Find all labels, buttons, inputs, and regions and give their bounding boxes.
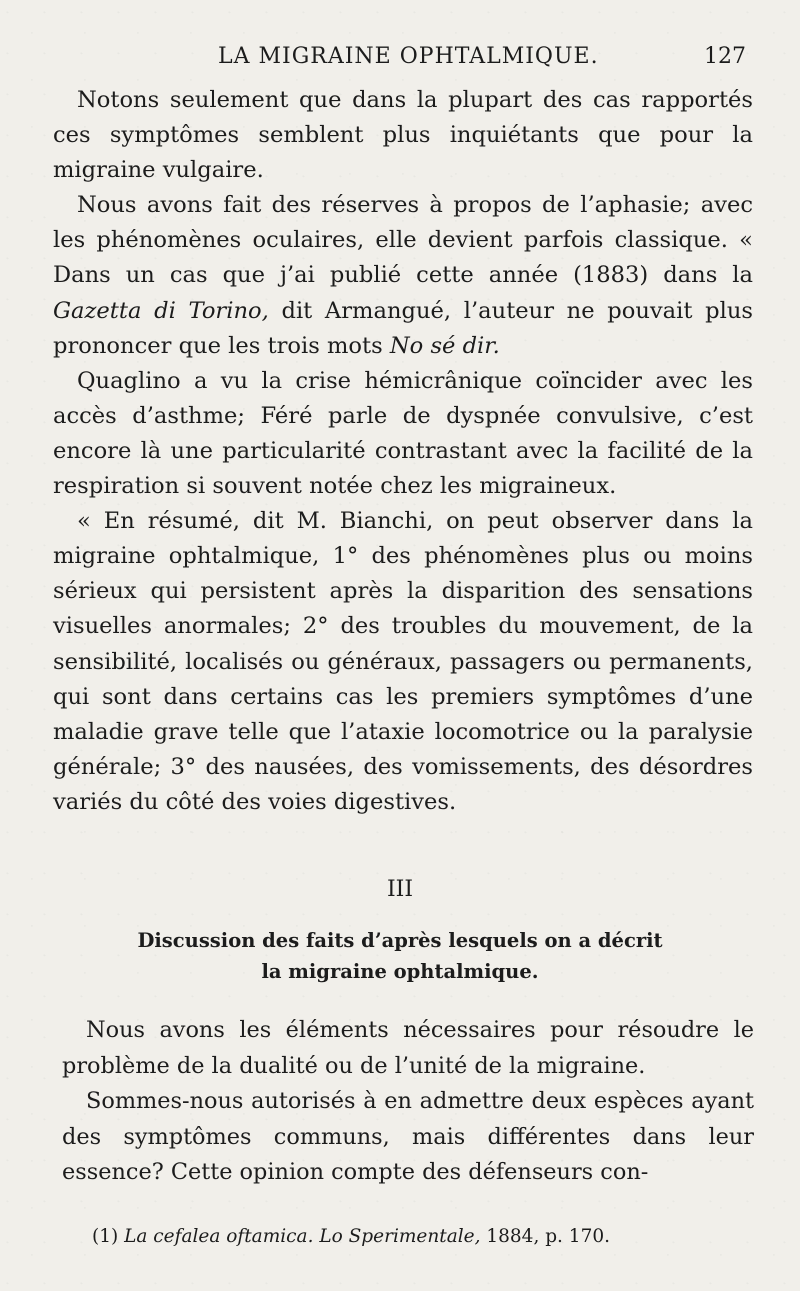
paragraph-3: Quaglino a vu la crise hémicrânique coïncider avec les accès d’asthme; Féré parle de dyspnée convulsive, c’est encore là une particularité contrastant avec la facilité de la respiration si souvent notée chez les migraineux. [53, 367, 753, 500]
footnote-marker: (1) [92, 1226, 119, 1247]
paragraph-1: Notons seulement que dans la plupart des cas rapportés ces symptômes semblent plus inquiétants que pour la migraine vulgaire. [53, 87, 753, 184]
page-number: 127 [704, 44, 746, 69]
footnote [92, 1223, 732, 1251]
section-paragraph-2: Sommes-nous autorisés à en admettre deux espèces ayant des symptômes communs, mais différentes dans leur essence? Cette opinion compte des défenseurs con- [62, 1088, 754, 1186]
paragraph-4: « En résumé, dit M. Bianchi, on peut observer dans la migraine ophtalmique, 1° des phénomènes plus ou moins sérieux qui persistent après la disparition des sensations visuelles anormales; 2° des troubles du mouvement, de la sensibilité, localisés ou généraux, passagers ou permanents, qui sont dans certains cas les premiers symptômes d’une maladie grave telle que l’ataxie locomotrice ou la paralysie générale; 3° des nausées, des vomissements, des désordres variés du côté des voies digestives. [53, 508, 753, 815]
section-text [62, 1013, 754, 1191]
body-text [53, 83, 753, 820]
section-heading [60, 925, 740, 987]
running-head [0, 42, 800, 72]
paragraph-2-italic-no-se-dir: No sé dir. [389, 332, 500, 359]
paragraph-2-text-b: dit Armangué, l’auteur ne pouvait plus prononcer que les trois mots [53, 297, 753, 359]
paragraph-2-italic-gazetta: Gazetta di Torino, [53, 297, 269, 324]
section-heading-line-1: Discussion des faits d’après lesquels on a décrit [137, 929, 663, 952]
paragraph-2 [53, 188, 753, 363]
section-number: III [386, 877, 414, 902]
paragraph-2-text-a: Nous avons fait des réserves à propos de l’aphasie; avec les phénomènes oculaires, elle devient parfois classique. « Dans un cas que j’ai publié cette année (1883) dans la [53, 192, 753, 289]
running-title: LA MIGRAINE OPHTALMIQUE. [218, 44, 599, 69]
section-heading-line-2: la migraine ophtalmique. [261, 960, 539, 983]
footnote-reference: 1884, p. 170. [480, 1226, 611, 1247]
section-paragraph-1: Nous avons les éléments nécessaires pour résoudre le problème de la dualité ou de l’unité de la migraine. [62, 1017, 754, 1079]
footnote-italic-title: La cefalea oftamica. Lo Sperimentale, [124, 1226, 481, 1247]
